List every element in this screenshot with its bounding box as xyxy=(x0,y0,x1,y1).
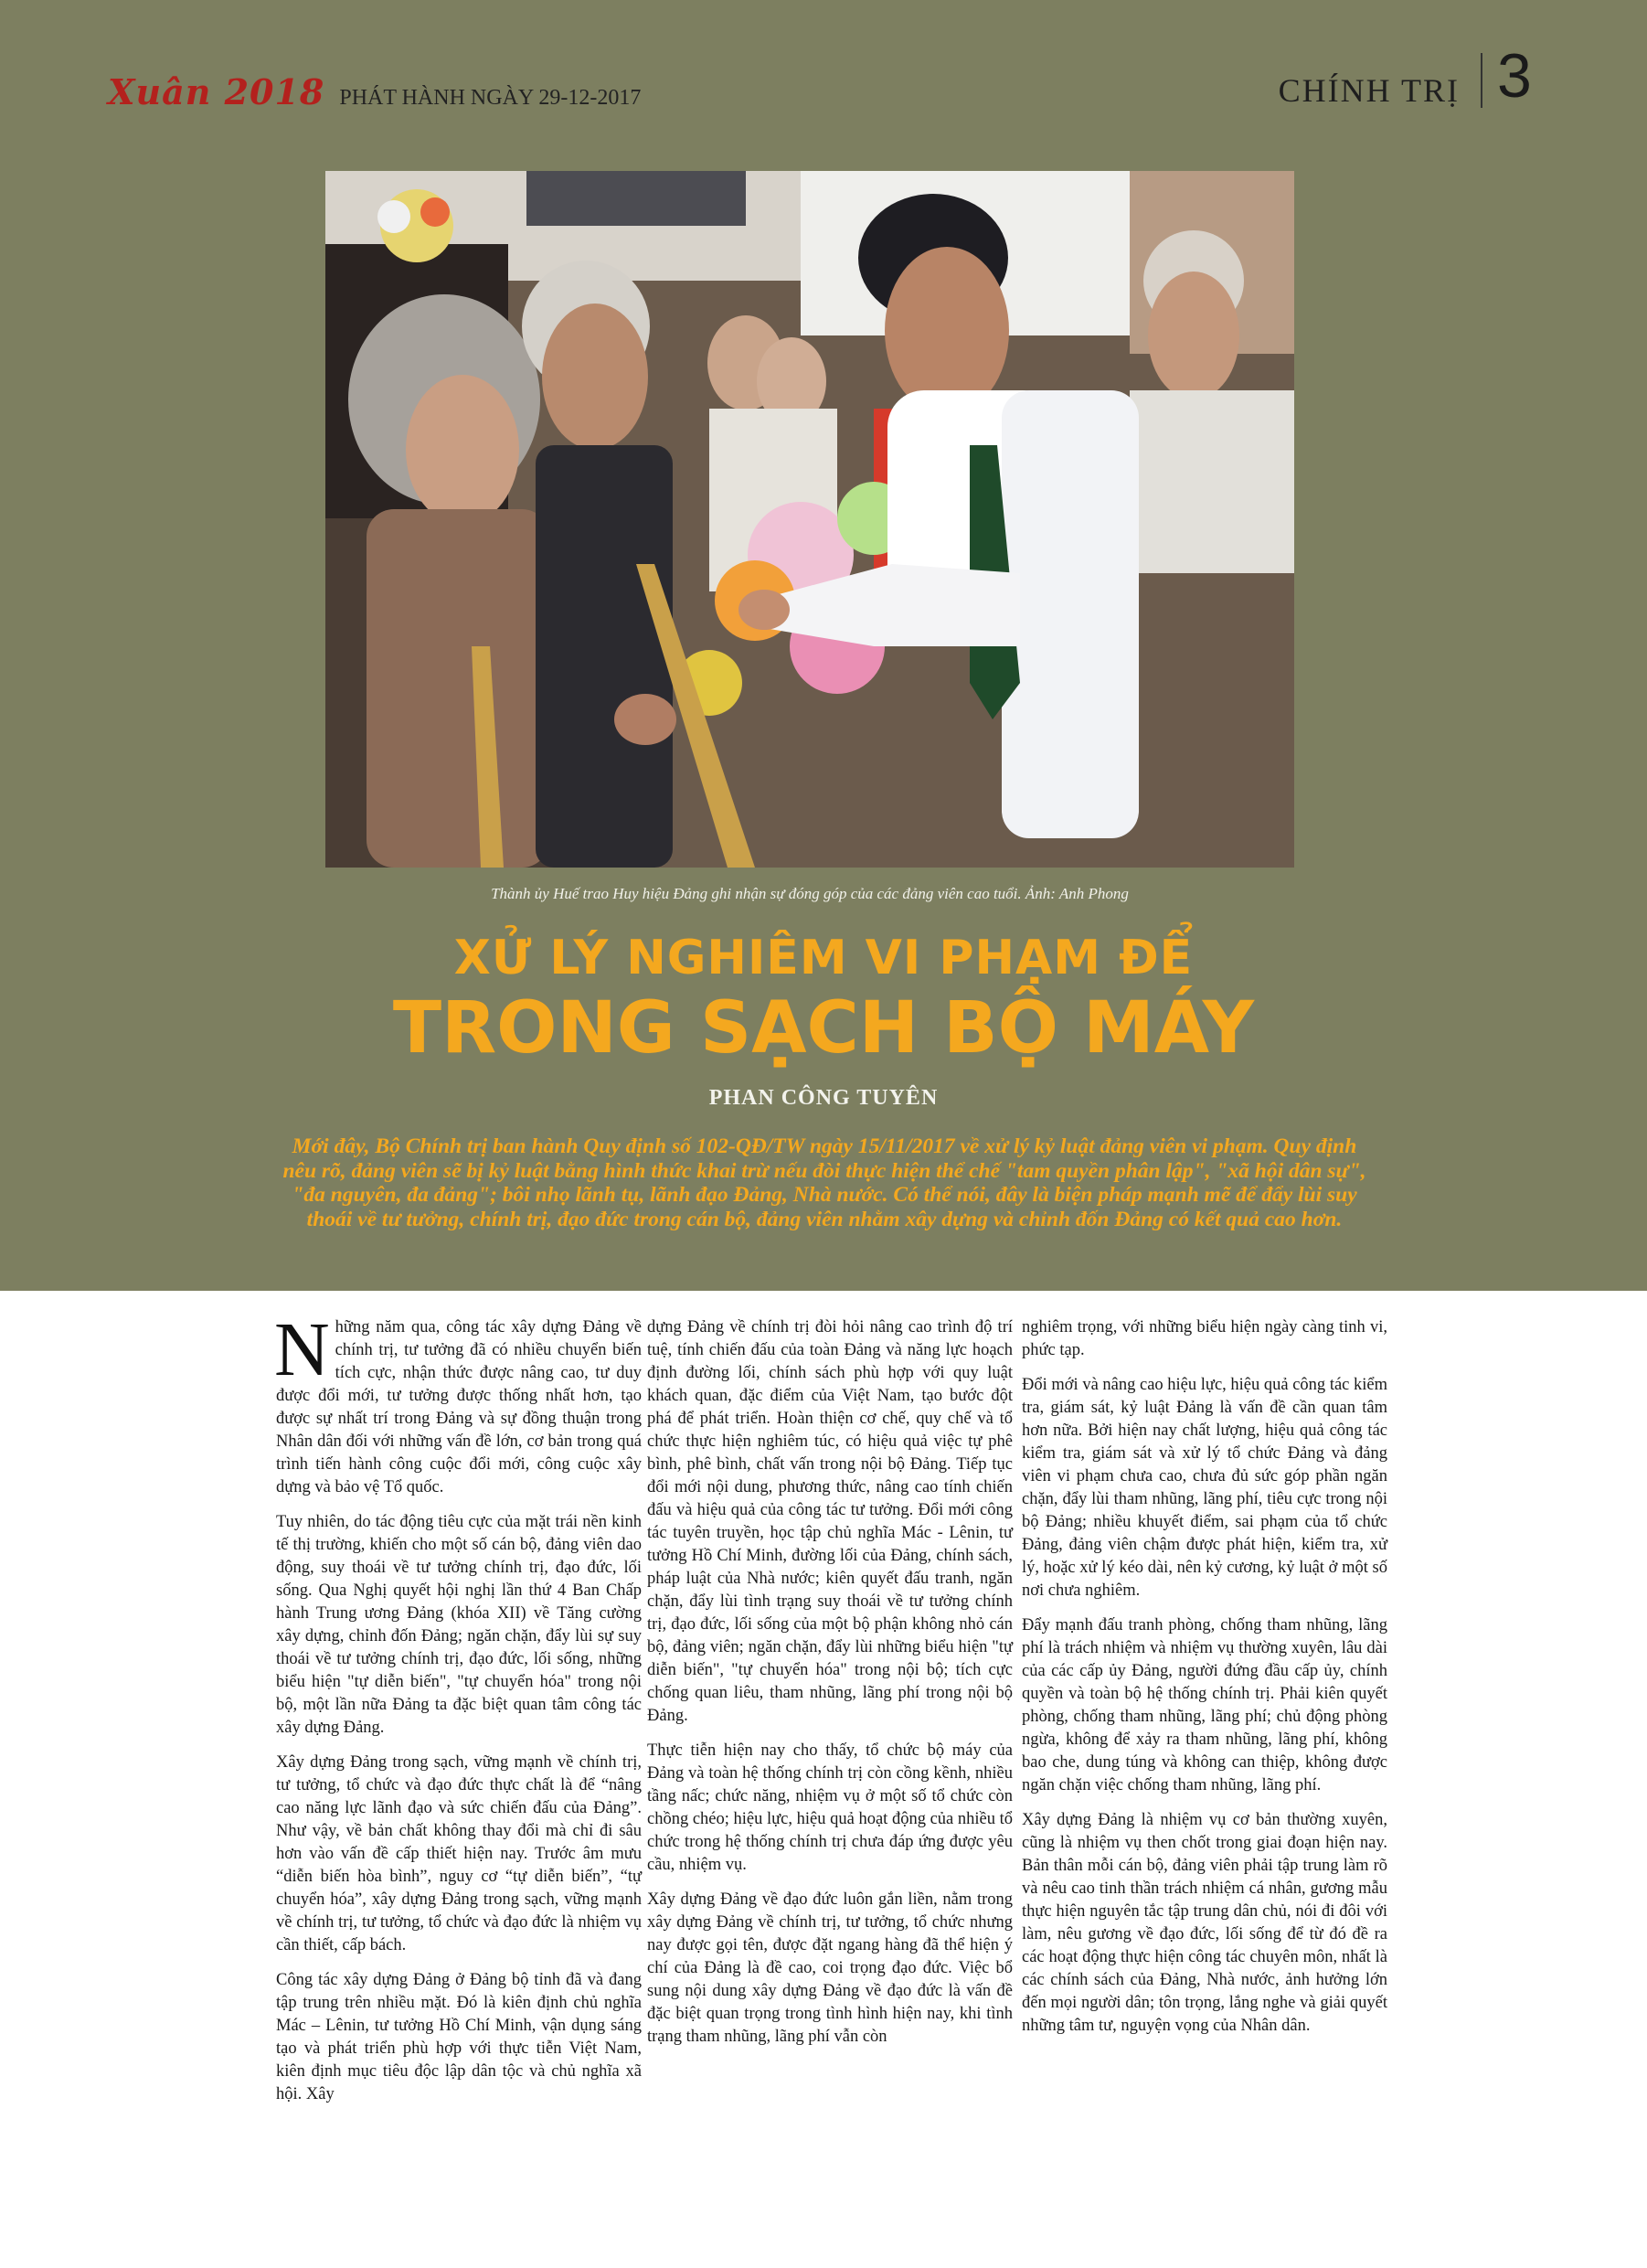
photo-caption: Thành ủy Huế trao Huy hiệu Đảng ghi nhận sự đóng góp của các đảng viên cao tuổi. Ảnh: Anh Phong xyxy=(491,885,1129,902)
text-column-3 xyxy=(1022,1316,1387,2050)
article-title-line1: XỬ LÝ NGHIÊM VI PHẠM ĐỂ xyxy=(453,931,1194,985)
paragraph: Công tác xây dựng Đảng ở Đảng bộ tỉnh đã và đang tập trung trên nhiều mặt. Đó là kiên định chủ nghĩa Mác – Lênin, tư tưởng Hồ Chí Minh, vận dụng sáng tạo và phát triển phù hợp với thực tiễn Việt Nam, kiên định mục tiêu độc lập dân tộc và chủ nghĩa xã hội. Xây xyxy=(276,1971,642,2103)
section-title: CHÍNH TRỊ xyxy=(1278,72,1460,109)
release-date: PHÁT HÀNH NGÀY 29-12-2017 xyxy=(339,86,642,110)
article-title-line2: TRONG SẠCH BỘ MÁY xyxy=(392,987,1255,1070)
article-author: PHAN CÔNG TUYÊN xyxy=(708,1086,939,1110)
paragraph: Đẩy mạnh đấu tranh phòng, chống tham nhũng, lãng phí là trách nhiệm và nhiệm vụ thường xuyên, lâu dài của các cấp ủy Đảng, người đứng đầu cấp ủy, chính quyền và toàn bộ hệ thống chính trị. Phải kiên quyết phòng, chống tham nhũng, lãng phí; chủ động phòng ngừa, không để xảy ra tham nhũng, lãng phí, không bao che, dung túng và không can thiệp, không được ngăn chặn việc chống tham nhũng, lãng phí. xyxy=(1022,1616,1387,1794)
paragraph: Xây dựng Đảng trong sạch, vững mạnh về chính trị, tư tưởng, tổ chức và đạo đức thực chất là để “nâng cao năng lực lãnh đạo và sức chiến đấu của Đảng”. Như vậy, về bản chất không thay đổi mà chỉ đi sâu hơn vào vấn đề cấp thiết hiện nay. Trước âm mưu “diễn biến hòa bình”, nguy cơ “tự diễn biến”, “tự chuyển hóa”, xây dựng Đảng trong sạch, vững mạnh về chính trị, tư tưởng, tổ chức và đạo đức là nhiệm vụ cần thiết, cấp bách. xyxy=(276,1753,642,1954)
paragraph: Xây dựng Đảng về đạo đức luôn gắn liền, nằm trong xây dựng Đảng về chính trị, tư tưởng, tổ chức nhưng nay được gọi tên, được đặt ngang hàng đã thể hiện ý chí của Đảng là đề cao, coi trọng đạo đức. Việc bổ sung nội dung xây dựng Đảng về đạo đức là vấn đề đặc biệt quan trọng trong tình hình hiện nay, khi tình trạng tham nhũng, lãng phí vẫn còn xyxy=(647,1890,1013,2046)
article-photo xyxy=(325,171,1294,868)
page-number: 3 xyxy=(1497,41,1532,111)
text-column-2 xyxy=(647,1316,1013,2060)
header-left xyxy=(108,71,641,112)
paragraph: Đổi mới và nâng cao hiệu lực, hiệu quả công tác kiểm tra, giám sát, kỷ luật Đảng là vấn đề cần quan tâm hơn nữa. Bởi hiện nay chất lượng, hiệu quả công tác kiểm tra, giám sát và xử lý tổ chức Đảng và đảng viên vi phạm chưa cao, chưa đủ sức góp phần ngăn chặn, đẩy lùi tham nhũng, lãng phí, tiêu cực trong nội bộ Đảng; nhiều khuyết điểm, sai phạm của tổ chức Đảng, đảng viên chậm được phát hiện, kiểm tra, xử lý, hoặc xử lý kéo dài, nên kỷ cương, kỷ luật ở một số nơi chưa nghiêm. xyxy=(1022,1376,1387,1600)
text-column-1 xyxy=(274,1307,642,2118)
header-divider xyxy=(1481,53,1482,108)
paragraph: dựng Đảng về chính trị đòi hỏi nâng cao trình độ trí tuệ, tính chiến đấu của toàn Đảng và năng lực hoạch định đường lối, chính sách phù hợp với quy luật khách quan, đặc điểm của Việt Nam, tạo bước đột phá để phát triển. Hoàn thiện cơ chế, quy chế và tổ chức thực hiện nghiêm túc, có hiệu quả việc tự phê bình, phê bình, chất vấn trong nội bộ Đảng. Tiếp tục đổi mới nội dung, phương thức, nâng cao tính chiến đấu và hiệu quả của công tác tư tưởng. Đổi mới công tác tuyên truyền, học tập chủ nghĩa Mác - Lênin, tư tưởng Hồ Chí Minh, đường lối của Đảng, chính sách, pháp luật của Nhà nước; kiên quyết đấu tranh, ngăn chặn, đẩy lùi tình trạng suy thoái về tư tưởng chính trị, đạo đức, lối sống của một bộ phận không nhỏ cán bộ, đảng viên; ngăn chặn, đẩy lùi những biểu hiện "tự diễn biến", "tự chuyển hóa" trong nội bộ; tích cực chống quan liêu, tham nhũng, lãng phí trong nội bộ Đảng. xyxy=(647,1318,1013,1725)
paragraph: Xây dựng Đảng là nhiệm vụ cơ bản thường xuyên, cũng là nhiệm vụ then chốt trong giai đoạn hiện nay. Bản thân mỗi cán bộ, đảng viên phải tập trung làm rõ và nêu cao tinh thần trách nhiệm cá nhân, gương mẫu thực hiện nguyên tắc tập trung dân chủ, nói đi đôi với làm, nêu gương về đạo đức, lối sống để từ đó đề ra các hoạt động thực hiện công tác chuyên môn, nhất là các chính sách của Đảng, Nhà nước, ảnh hưởng lớn đến mọi người dân; tôn trọng, lắng nghe và giải quyết những tâm tư, nguyện vọng của Nhân dân. xyxy=(1022,1811,1387,2035)
paragraph xyxy=(274,1307,642,1499)
paragraph: Tuy nhiên, do tác động tiêu cực của mặt trái nền kinh tế thị trường, khiến cho một số cán bộ, đảng viên dao động, suy thoái về tư tưởng chính trị, đạo đức, lối sống. Qua Nghị quyết hội nghị lần thứ 4 Ban Chấp hành Trung ương Đảng (khóa XII) về Tăng cường xây dựng, chỉnh đốn Đảng; ngăn chặn, đẩy lùi sự suy thoái về tư tưởng chính trị, đạo đức, lối sống, những biểu hiện "tự diễn biến", "tự chuyển hóa" trong nội bộ, một lần nữa Đảng ta đặc biệt quan tâm công tác xây dựng Đảng. xyxy=(276,1513,642,1737)
paragraph: nghiêm trọng, với những biểu hiện ngày càng tinh vi, phức tạp. xyxy=(1022,1318,1387,1359)
ceremony-photo-illustration xyxy=(325,171,1294,868)
article-lead: Mới đây, Bộ Chính trị ban hành Quy định số 102-QĐ/TW ngày 15/11/2017 về xử lý kỷ luật đảng viên vi phạm. Quy định nêu rõ, đảng viên sẽ bị kỷ luật bằng hình thức khai trừ nếu đòi thực hiện thể chế "tam quyền phân lập", "xã hội dân sự", "đa nguyên, đa đảng"; bôi nhọ lãnh tụ, lãnh đạo Đảng, Nhà nước. Có thể nói, đây là biện pháp mạnh mẽ để đẩy lùi suy thoái về tư tưởng, chính trị, đạo đức trong cán bộ, đảng viên nhằm xây dựng và chỉnh đốn Đảng có kết quả cao hơn. xyxy=(282,1134,1366,1231)
edition-label: Xuân 2018 xyxy=(108,71,325,112)
drop-cap: N xyxy=(274,1307,330,1392)
paragraph: Thực tiễn hiện nay cho thấy, tổ chức bộ máy của Đảng và toàn hệ thống chính trị còn cồng kềnh, nhiều tầng nấc; chức năng, nhiệm vụ ở một số tổ chức còn chồng chéo; hiệu lực, hiệu quả hoạt động của nhiều tổ chức trong hệ thống chính trị chưa đáp ứng được yêu cầu, nhiệm vụ. xyxy=(647,1741,1013,1874)
paragraph-text: hững năm qua, công tác xây dựng Đảng về chính trị, tư tưởng đã có nhiều chuyển biến tích cực, nhận thức được nâng cao, tư duy được đổi mới, tư tưởng được thống nhất hơn, tạo được sự nhất trí trong Đảng và sự đồng thuận trong Nhân dân đối với những vấn đề lớn, cơ bản trong quá trình tiến hành công cuộc đổi mới, công cuộc xây dựng và bảo vệ Tổ quốc. xyxy=(276,1318,642,1496)
